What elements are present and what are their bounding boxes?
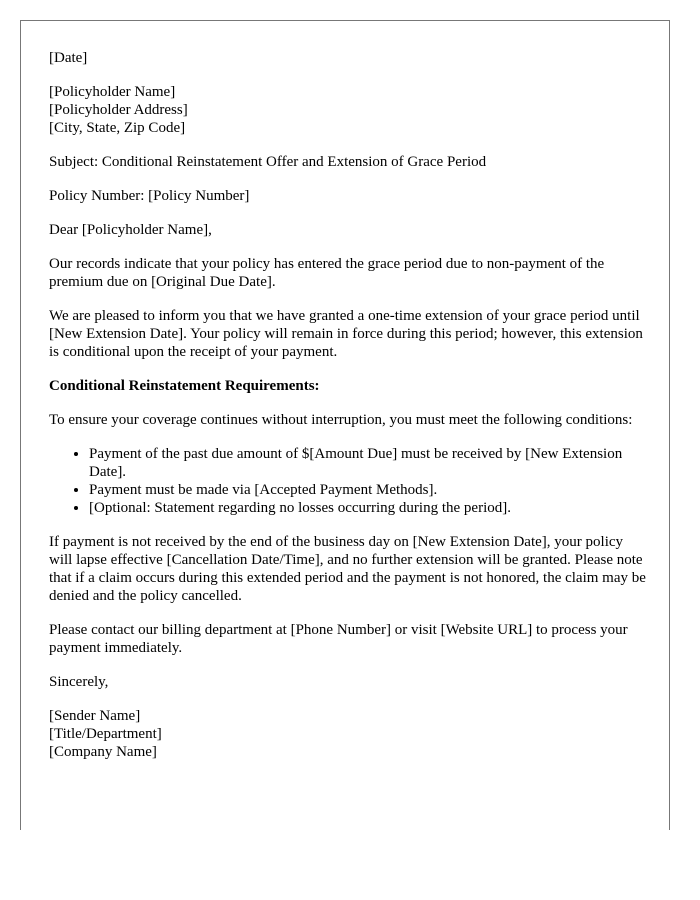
requirement-item: • Payment of the past due amount of $[Amount Due] must be received by [New Extension Date]. bbox=[89, 445, 649, 481]
requirements-heading: Conditional Reinstatement Requirements: bbox=[49, 378, 320, 394]
requirement-item: • [Optional: Statement regarding no losses occurring during the period]. bbox=[89, 499, 649, 517]
body-paragraph-1: Our records indicate that your policy has entered the grace period due to non-payment of the premium due on [Original Due Date]. bbox=[49, 256, 605, 290]
letter-subject: Subject: Conditional Reinstatement Offer and Extension of Grace Period bbox=[49, 154, 487, 170]
body-paragraph-4: Please contact our billing department at [Phone Number] or visit [Website URL] to process your payment immediately. bbox=[49, 622, 628, 656]
salutation: Dear [Policyholder Name], bbox=[49, 222, 212, 238]
recipient-address-block bbox=[49, 83, 649, 137]
body-paragraph-2: We are pleased to inform you that we have granted a one-time extension of your grace period until [New Extension Date]. Your policy will remain in force during this period; however, this extension is conditional upon the receipt of your payment. bbox=[49, 308, 643, 360]
signature-block bbox=[49, 707, 649, 761]
recipient-name: [Policyholder Name] bbox=[49, 84, 176, 100]
letter-date: [Date] bbox=[49, 50, 88, 66]
sender-company: [Company Name] bbox=[49, 744, 157, 760]
sender-name: [Sender Name] bbox=[49, 708, 141, 724]
requirements-list bbox=[49, 445, 649, 517]
recipient-address: [Policyholder Address] bbox=[49, 102, 188, 118]
letter-page bbox=[20, 20, 670, 830]
policy-number: Policy Number: [Policy Number] bbox=[49, 188, 250, 204]
requirement-item: • Payment must be made via [Accepted Payment Methods]. bbox=[89, 481, 649, 499]
requirements-intro: To ensure your coverage continues without interruption, you must meet the following conditions: bbox=[49, 412, 633, 428]
closing: Sincerely, bbox=[49, 674, 109, 690]
recipient-city-state-zip: [City, State, Zip Code] bbox=[49, 120, 186, 136]
sender-title: [Title/Department] bbox=[49, 726, 162, 742]
body-paragraph-3: If payment is not received by the end of the business day on [New Extension Date], your policy will lapse effective [Cancellation Date/Time], and no further extension will be granted. Please note that if a claim occurs during this extended period and the payment is not honored, the claim may be denied and the policy cancelled. bbox=[49, 534, 646, 604]
